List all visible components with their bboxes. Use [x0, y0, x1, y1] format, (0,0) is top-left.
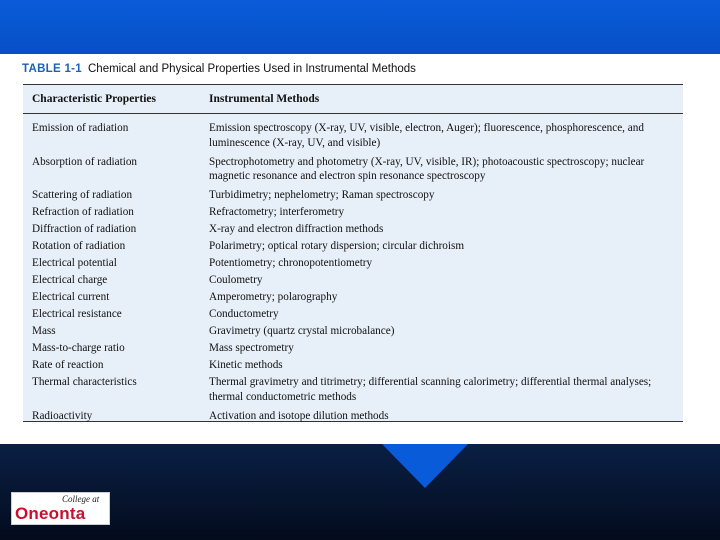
- table-row: [23, 358, 683, 375]
- method-cell: Coulometry: [209, 274, 263, 286]
- header-characteristic-properties: Characteristic Properties: [32, 93, 157, 105]
- property-cell: Emission of radiation: [32, 122, 129, 134]
- method-cell: X-ray and electron diffraction methods: [209, 223, 384, 235]
- table-row: [23, 121, 683, 155]
- property-cell: Radioactivity: [32, 409, 93, 422]
- table-row: [23, 324, 683, 341]
- method-cell: Thermal gravimetry and titrimetry; differential scanning calorimetry; differential thermal analyses; thermal conductometric methods: [209, 376, 652, 403]
- header-instrumental-methods: Instrumental Methods: [209, 93, 320, 105]
- method-cell: Gravimetry (quartz crystal microbalance): [209, 325, 395, 337]
- property-cell: Electrical charge: [32, 274, 108, 286]
- property-cell: Rotation of radiation: [32, 240, 126, 252]
- property-cell: Mass-to-charge ratio: [32, 342, 125, 354]
- top-banner: [0, 0, 720, 54]
- property-cell: Electrical current: [32, 291, 110, 303]
- property-cell: Refraction of radiation: [32, 206, 134, 218]
- college-logo: [11, 492, 110, 525]
- property-cell: Electrical resistance: [32, 308, 122, 320]
- method-cell: Spectrophotometry and photometry (X-ray, UV, visible, IR); photoacoustic spectroscopy; nuclear magnetic resonance and electron spin resonance spectroscopy: [209, 155, 645, 182]
- method-cell: Conductometry: [209, 308, 279, 320]
- table-number: TABLE 1-1: [22, 63, 82, 75]
- table-caption: [22, 63, 416, 75]
- property-cell: Scattering of radiation: [32, 189, 133, 201]
- table-row: [23, 290, 683, 307]
- table-row: [23, 155, 683, 189]
- properties-table: [23, 84, 683, 422]
- property-cell: Thermal characteristics: [32, 376, 137, 388]
- table-row: [23, 341, 683, 358]
- table-row: [23, 239, 683, 256]
- method-cell: Polarimetry; optical rotary dispersion; circular dichroism: [209, 240, 465, 252]
- table-row: [23, 273, 683, 290]
- table-row: [23, 188, 683, 205]
- table-row: [23, 256, 683, 273]
- method-cell: Refractometry; interferometry: [209, 206, 345, 218]
- property-cell: Mass: [32, 325, 56, 337]
- logo-college-at: College at: [62, 494, 100, 504]
- table-row: [23, 222, 683, 239]
- table-row: [23, 375, 683, 409]
- method-cell: Amperometry; polarography: [209, 291, 338, 303]
- property-cell: Absorption of radiation: [32, 155, 138, 168]
- method-cell: Potentiometry; chronopotentiometry: [209, 257, 373, 269]
- logo-oneonta: Oneonta: [15, 504, 86, 523]
- chevron-down-icon: [382, 444, 468, 488]
- method-cell: Turbidimetry; nephelometry; Raman spectroscopy: [209, 189, 435, 201]
- table-body: [23, 121, 683, 426]
- method-cell: Emission spectroscopy (X-ray, UV, visible, electron, Auger); fluorescence, phosphorescence, and luminescence (X-ray, UV, and visible): [209, 122, 644, 149]
- table-header-row: [23, 85, 683, 114]
- method-cell: Kinetic methods: [209, 359, 283, 371]
- table-row: [23, 409, 683, 426]
- table-title: Chemical and Physical Properties Used in Instrumental Methods: [88, 63, 416, 75]
- property-cell: Diffraction of radiation: [32, 223, 137, 235]
- table-row: [23, 205, 683, 222]
- property-cell: Electrical potential: [32, 257, 117, 269]
- table-row: [23, 307, 683, 324]
- property-cell: Rate of reaction: [32, 359, 104, 371]
- method-cell: Activation and isotope dilution methods: [209, 409, 389, 422]
- method-cell: Mass spectrometry: [209, 342, 294, 354]
